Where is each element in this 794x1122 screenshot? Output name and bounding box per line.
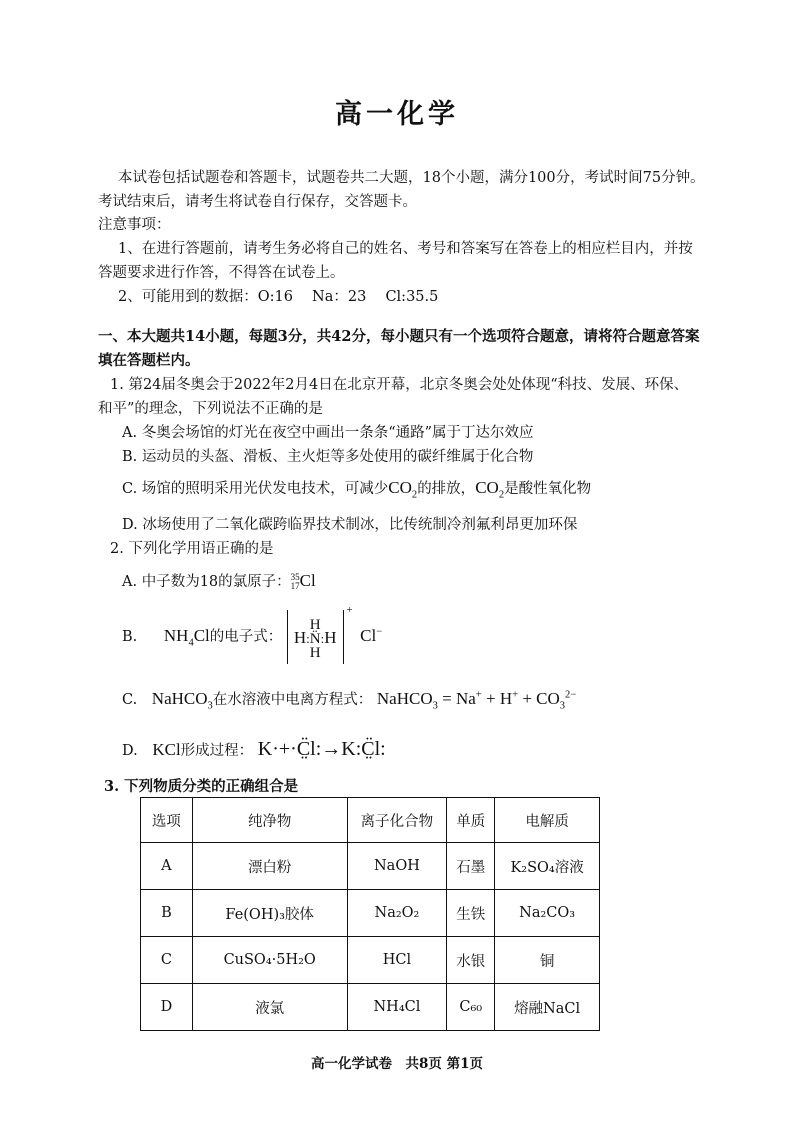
table-cell: NH₄Cl [347, 984, 447, 1031]
table-cell: D [141, 984, 193, 1031]
table-cell: C₆₀ [447, 984, 495, 1031]
section-heading-a: 一、本大题共14小题，每题3分，共42分，每小题只有一个选项符合题意，请将符合题意答案 [98, 328, 700, 345]
note-1b: 答题要求进行作答，不得答在试卷上。 [98, 265, 345, 281]
ammonium-electron-formula: H:H N̈ H:H + [287, 610, 344, 664]
note-1a: 1、在进行答题前，请考生务必将自己的姓名、考号和答案写在答卷上的相应栏目内，并按 [118, 241, 693, 257]
table-cell: NaOH [347, 843, 447, 890]
table-header: 单质 [447, 798, 495, 843]
table-cell: 石墨 [447, 843, 495, 890]
table-row [141, 843, 600, 890]
note-2: 2、可能用到的数据：O:16 Na：23 Cl:35.5 [118, 289, 439, 305]
intro-line-1: 本试卷包括试题卷和答题卡，试题卷共二大题，18个小题，满分100分，考试时间75分钟。 [118, 170, 705, 186]
table-cell: HCl [347, 937, 447, 984]
q2-stem: 2. 下列化学用语正确的是 [110, 541, 274, 557]
table-cell: 生铁 [447, 890, 495, 937]
table-cell: A [141, 843, 193, 890]
table-cell: K₂SO₄溶液 [495, 843, 600, 890]
table-cell: B [141, 890, 193, 937]
table-cell: 漂白粉 [192, 843, 347, 890]
q1-option-d: D. 冰场使用了二氧化碳跨临界技术制冰，比传统制冷剂氟利昂更加环保 [122, 517, 578, 533]
table-header: 离子化合物 [347, 798, 447, 843]
notes-heading: 注意事项： [98, 217, 171, 233]
table-row [141, 937, 600, 984]
table-cell: 铜 [495, 937, 600, 984]
classification-table [140, 797, 600, 1031]
table-cell: C [141, 937, 193, 984]
table-cell: Fe(OH)₃胶体 [192, 890, 347, 937]
table-cell: Na₂CO₃ [495, 890, 600, 937]
q2-option-a: A. 中子数为18的氯原子：35 17Cl [122, 571, 316, 591]
table-header: 电解质 [495, 798, 600, 843]
q1-option-b: B. 运动员的头盔、滑板、主火炬等多处使用的碳纤维属于化合物 [122, 449, 534, 465]
q3-stem: 3. 下列物质分类的正确组合是 [104, 778, 299, 795]
table-header: 纯净物 [192, 798, 347, 843]
q1-option-c: C. 场馆的照明采用光伏发电技术，可减少$CO_2$的排放，$CO_2$是酸性氧化物 [122, 478, 592, 501]
q2-option-d: D. KCl形成过程： K·+·C̤̈l:→K:C̤̈l: [122, 738, 386, 760]
section-heading-b: 填在答题栏内。 [98, 352, 200, 369]
table-header-row [141, 798, 600, 843]
q2-option-c: C. NaHCO$_3$在水溶液中电离方程式： NaHCO$_3$ = $Na^+ + H^+ + CO_3^{2-}$ [122, 689, 577, 712]
q2-option-b: B. $NH_4Cl$的电子式： H:H N̈ H:H + Cl− [122, 610, 382, 664]
table-cell: Na₂O₂ [347, 890, 447, 937]
intro-line-2: 考试结束后，请考生将试卷自行保存，交答题卡。 [98, 194, 417, 210]
q1-option-a: A. 冬奥会场馆的灯光在夜空中画出一条条“通路”属于丁达尔效应 [122, 425, 534, 441]
table-cell: 液氯 [192, 984, 347, 1031]
table-row [141, 984, 600, 1031]
q1-stem-a: 1. 第24届冬奥会于2022年2月4日在北京开幕，北京冬奥会处处体现“科技、发展、环保、 [110, 377, 689, 393]
q1-stem-b: 和平”的理念，下列说法不正确的是 [98, 401, 323, 417]
page-footer: 高一化学试卷 共8页 第1页 [311, 1056, 483, 1072]
table-header: 选项 [141, 798, 193, 843]
table-cell: 熔融NaCl [495, 984, 600, 1031]
table-row [141, 890, 600, 937]
table-cell: 水银 [447, 937, 495, 984]
page-title: 高一化学 [335, 99, 459, 130]
table-cell: CuSO₄·5H₂O [192, 937, 347, 984]
